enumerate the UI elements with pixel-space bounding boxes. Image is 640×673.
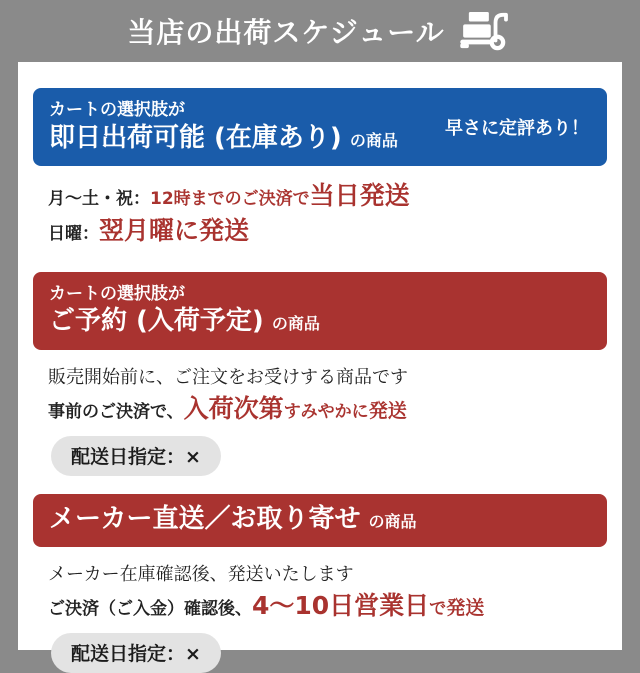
preorder-result-tail: 発送 <box>368 399 407 422</box>
preorder-description-text: 販売開始前に、ご注文をお受けする商品です <box>48 366 408 388</box>
weekday-condition: 12時までのご決済で <box>150 188 310 209</box>
banner-backorder-suffix: の商品 <box>368 511 417 531</box>
weekday-result: 当日発送 <box>309 180 410 210</box>
backorder-shipping-line <box>48 590 607 625</box>
banner-backorder <box>33 494 607 547</box>
backorder-condition-label: ご決済（ご入金）確認後、 <box>48 598 252 619</box>
weekday-label: 月〜土・祝： <box>48 188 150 209</box>
preorder-description <box>48 362 607 393</box>
sunday-result: 翌月曜に発送 <box>99 215 250 245</box>
page-title: 当店の出荷スケジュール <box>127 16 445 49</box>
hand-truck-icon <box>459 11 513 51</box>
banner-instock <box>33 88 607 166</box>
page-header <box>0 0 640 62</box>
preorder-shipping-line <box>48 393 607 428</box>
preorder-result-mid: すみやかに <box>283 401 369 422</box>
content-panel <box>18 62 622 665</box>
banner-preorder-smallline: カートの選択肢が <box>49 283 185 304</box>
backorder-result-tail: 発送 <box>446 596 485 619</box>
backorder-result-big: 4〜10日営業日 <box>252 590 430 620</box>
instock-line-weekday <box>48 180 607 215</box>
banner-instock-smallline: カートの選択肢が <box>49 100 185 120</box>
banner-preorder-suffix: の商品 <box>271 314 320 334</box>
delivery-date-badge-preorder: 配送日指定：× <box>51 436 221 476</box>
banner-backorder-bigtext: メーカー直送／お取り寄せ <box>49 503 361 534</box>
backorder-result-mid: で <box>429 598 447 619</box>
banner-instock-suffix: の商品 <box>349 130 398 150</box>
sunday-label: 日曜： <box>48 223 99 244</box>
preorder-result-big: 入荷次第 <box>183 393 284 423</box>
banner-preorder-bigtext: ご予約 (入荷予定) <box>49 306 264 337</box>
banner-instock-sidenote: 早さに定評あり！ <box>445 117 589 139</box>
backorder-description <box>48 559 607 590</box>
instock-line-sunday <box>48 215 607 250</box>
delivery-date-badge-backorder: 配送日指定：× <box>51 633 221 673</box>
banner-instock-bigtext: 即日出荷可能 (在庫あり) <box>49 122 342 153</box>
banner-preorder <box>33 272 607 350</box>
preorder-details <box>48 362 607 476</box>
backorder-details <box>48 559 607 673</box>
backorder-description-text: メーカー在庫確認後、発送いたします <box>48 563 354 585</box>
preorder-condition-label: 事前のご決済で、 <box>48 401 184 422</box>
instock-details <box>48 180 607 250</box>
